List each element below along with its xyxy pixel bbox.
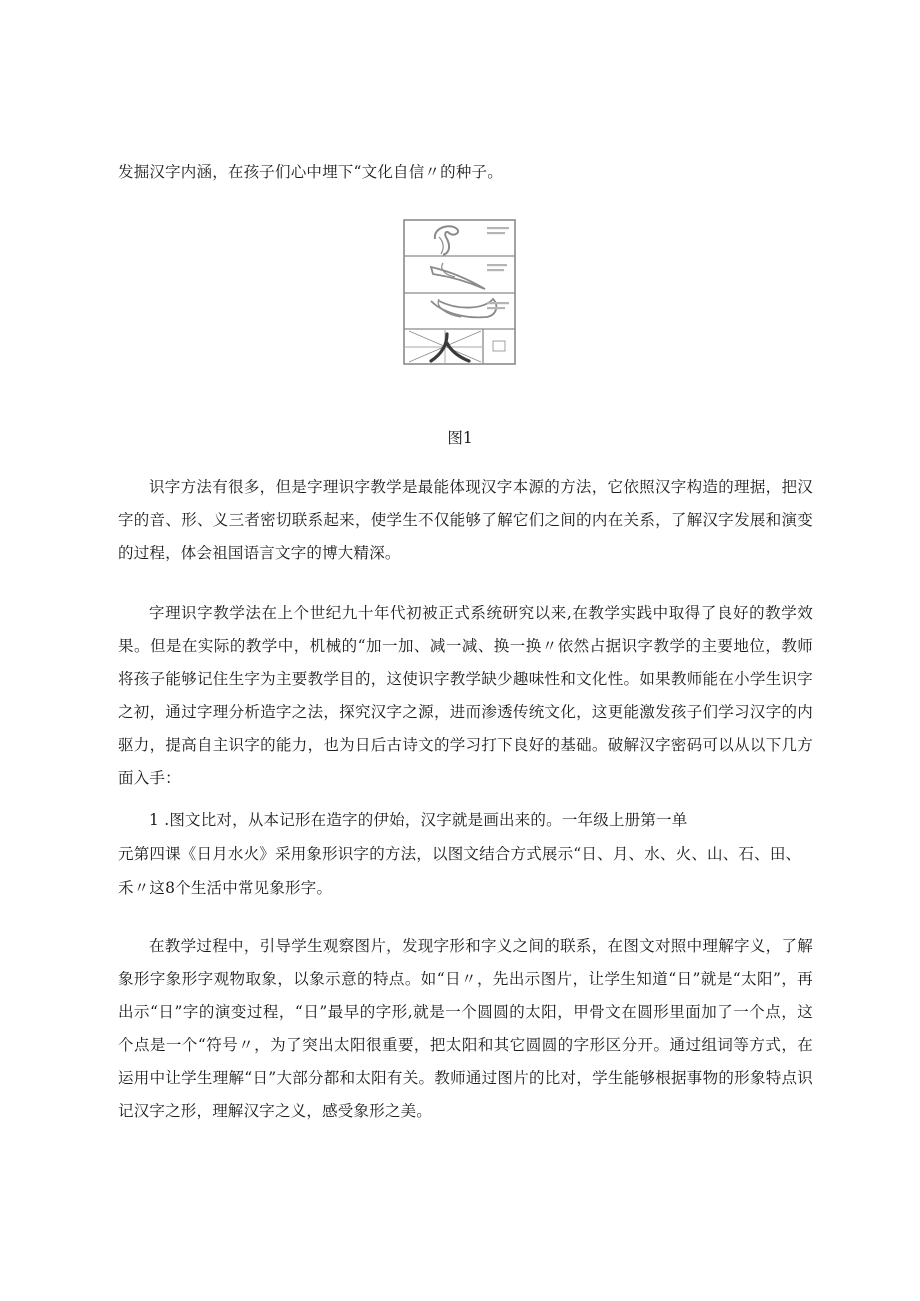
lead-line: 发掘汉字内涵，在孩子们心中埋下“文化自信〃的种子。 [118,163,503,181]
paragraph-4: 在教学过程中，引导学生观察图片，发现字形和字义之间的联系，在图文对照中理解字义，了解象形字象形字观物取象，以象示意的特点。如“日〃，先出示图片，让学生知道“日”就是“太阳”，再出示“日”字的演变过程，“日”最早的字形,就是一个圆圆的太阳，甲骨文在圆形里面加了一个点，这个点是一个“符号〃，为了突出太阳很重要，把太阳和其它圆圆的字形区分开。通过组词等方式，在运用中让学生理解“日”大部分都和太阳有关。教师通过图片的比对，学生能够根据事物的形象特点识记汉字之形，理解汉字之义，感受象形之美。 [118,937,813,1120]
numbered-item-line-3: 禾〃这8个生活中常见象形字。 [118,879,333,897]
numbered-item-line-1: 1 .图文比对，从本记形在造字的伊始，汉字就是画出来的。一年级上册第一单 [149,811,688,829]
paragraph-1: 识字方法有很多，但是字理识字教学是最能体现汉字本源的方法，它依照汉字构造的理据，把汉字的音、形、义三者密切联系起来，使学生不仅能够了解它们之间的内在关系，了解汉字发展和演变的过程，体会祖国语言文字的博大精深。 [118,478,813,562]
paragraph-2: 字理识字教学法在上个世纪九十年代初被正式系统研究以来,在教学实践中取得了良好的教学效果。但是在实际的教学中，机械的“加一加、减一减、换一换〃依然占据识字教学的主要地位，教师将孩子能够记住生字为主要教学目的，这使识字教学缺少趣味性和文化性。如果教师能在小学生识字之初，通过字理分析造字之法，探究汉字之源，进而渗透传统文化，这更能激发孩子们学习汉字的内驱力，提高自主识字的能力，也为日后古诗文的学习打下良好的基础。破解汉字密码可以从以下几方面入手： [118,604,813,787]
character-evolution-figure [403,219,516,365]
figure-caption: 图1 [447,429,473,447]
numbered-item-line-2: 元第四课《日月水火》采用象形识字的方法，以图文结合方式展示“日、月、水、火、山、石、田、 [118,845,802,863]
